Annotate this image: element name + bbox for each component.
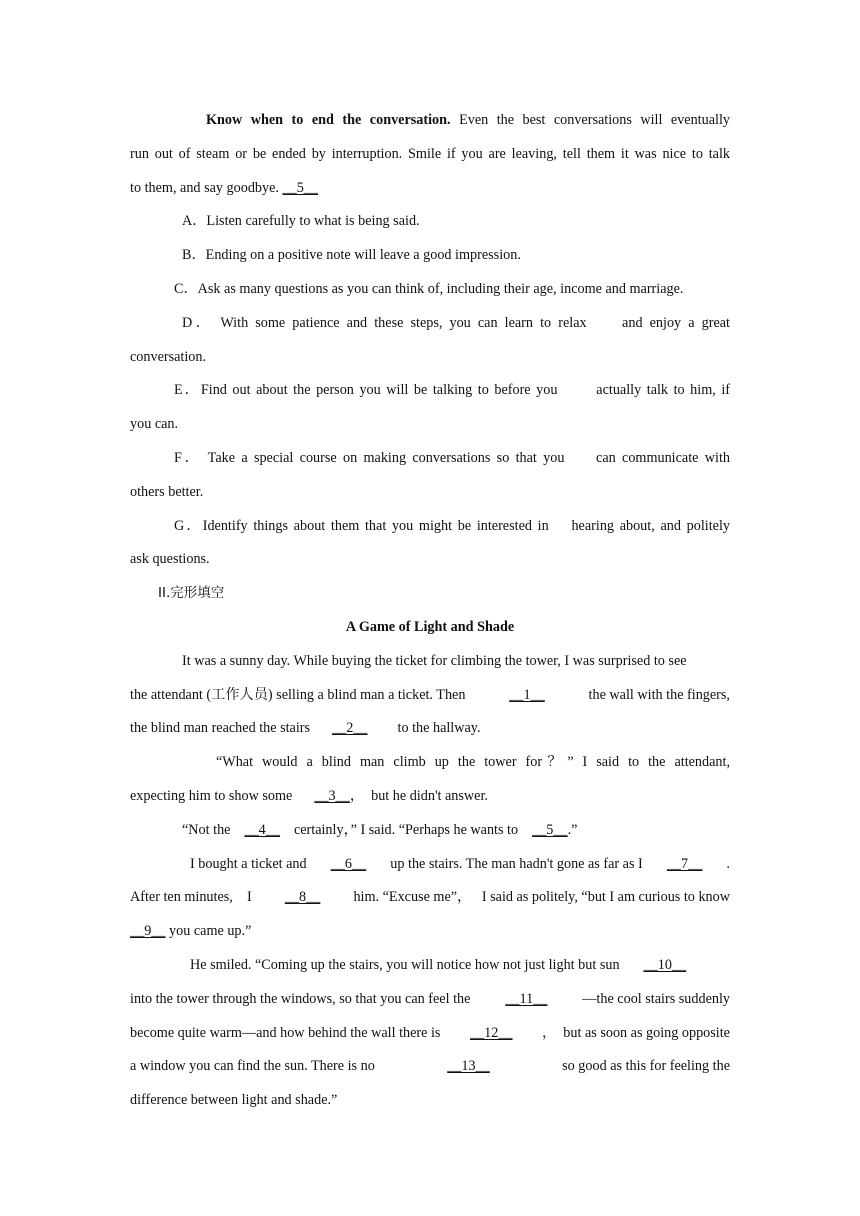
tip-paragraph-line-3 [130,172,730,206]
passage-text: you came up.” [165,923,252,940]
tip-heading: Know when to end the conversation. [206,112,451,128]
blank-2: __2__ [332,720,368,737]
passage-line-8 [130,881,730,915]
passage-text: the attendant (工作人员) selling a blind man a ticket. Then [130,686,466,703]
passage-text: the blind man reached the stairs [130,720,311,737]
option-f-line-2: others better. [130,483,204,500]
document-page [130,104,730,1118]
passage-text: a window you can find the sun. There is no [130,1058,375,1075]
blank-3: __3__ [314,787,350,804]
passage-text: .” [567,821,578,838]
passage-line-7 [130,848,730,882]
passage-text: become quite warm—and how behind the wall there is [130,1024,441,1041]
tip-text: to them, and say goodbye. [130,179,283,196]
option-g-line-2: ask questions. [130,551,210,568]
blank-6: __6__ [330,855,367,872]
passage-line-6 [130,814,730,848]
option-e-line-2: you can. [130,416,179,433]
passage-line-13 [130,1050,730,1084]
passage-text: up the stairs. The man hadn't gone as far as I [390,855,643,872]
passage-line-2 [130,679,730,713]
tip-paragraph-line-1 [130,104,730,138]
blank-13: __13__ [447,1058,490,1075]
passage-text: He smiled. “Coming up the stairs, you will notice how not just light but sun [190,956,620,973]
option-f-line-1: F． Take a special course on making conversations so that you can communicate with [174,449,730,466]
option-a: A．Listen carefully to what is being said. [182,213,420,230]
passage-title: A Game of Light and Shade [345,618,515,635]
passage-text: expecting him to show some [130,787,293,804]
passage-text: to the hallway. [397,720,481,737]
tip-text: Even the best conversations will eventually [450,112,730,128]
option-e-line-1: E．Find out about the person you will be talking to before you actually talk to him, if [174,382,730,399]
passage-line-10 [130,949,730,983]
blank-1: __1__ [509,686,545,703]
passage-line-9 [130,915,730,949]
blank-5-cloze: __5__ [532,821,568,838]
option-d-line-2: conversation. [130,348,207,365]
passage-line-1: It was a sunny day. While buying the ticket for climbing the tower, I was surprised to see [182,652,687,669]
passage-text: . [726,855,730,872]
blank-4: __4__ [244,821,280,838]
passage-text: After ten minutes, I [130,889,252,906]
passage-text: him. “Excuse me”， I said as politely, “but I am curious to know [353,889,730,906]
passage-text: ， but he didn't answer. [349,787,488,804]
passage-text: the wall with the fingers, [588,686,730,703]
passage-text: ， but as soon as going opposite [542,1024,730,1041]
option-b: B．Ending on a positive note will leave a good impression. [182,247,521,264]
tip-paragraph-line-2: run out of steam or be ended by interruption. Smile if you are leaving, tell them it was nice to talk [130,145,730,162]
passage-line-11 [130,983,730,1017]
passage-text: I bought a ticket and [190,855,307,872]
blank-7: __7__ [666,855,703,872]
blank-11: __11__ [505,990,548,1007]
passage-line-14: difference between light and shade.” [130,1092,338,1109]
passage-text: “Not the [182,821,231,838]
option-g-line-1: G．Identify things about them that you might be interested in hearing about, and politely [174,517,730,534]
blank-10: __10__ [643,956,687,973]
passage-line-5 [130,780,730,814]
section-label: II.完形填空 [158,585,225,602]
passage-text: into the tower through the windows, so that you can feel the [130,990,471,1007]
blank-12: __12__ [469,1024,513,1041]
passage-text: —the cool stairs suddenly [582,990,730,1007]
passage-line-12 [130,1017,730,1051]
option-c: C．Ask as many questions as you can think of, including their age, income and marriage. [174,280,684,297]
option-d-line-1: D． With some patience and these steps, you can learn to relax and enjoy a great [182,314,730,331]
passage-line-4: “What would a blind man climb up the tower for？” I said to the attendant, [216,754,730,771]
blank-8: __8__ [284,889,321,906]
blank-5: __5__ [282,179,318,196]
passage-text: so good as this for feeling the [562,1058,730,1075]
blank-9: __9__ [130,923,166,940]
passage-text: certainly，” I said. “Perhaps he wants to [293,821,519,838]
passage-line-3 [130,712,730,746]
